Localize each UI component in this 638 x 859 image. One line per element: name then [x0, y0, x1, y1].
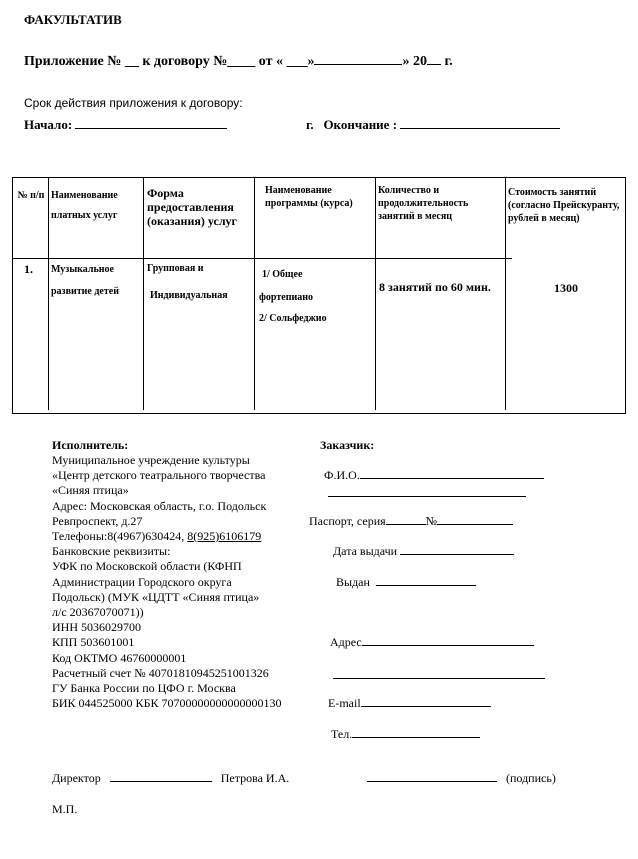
customer-signature-line [367, 771, 556, 786]
executor-line: «Синяя птица» [52, 483, 129, 498]
header-program: Наименование программы (курса) [265, 185, 353, 209]
table-bottom-border [12, 413, 626, 414]
customer-issue-date [333, 544, 514, 559]
passport-series-blank [386, 524, 426, 525]
appendix-line [24, 54, 453, 70]
customer-signature-blank [367, 781, 497, 782]
executor-line: л/с 20367070071)) [52, 605, 144, 620]
issued-by-label: Выдан [336, 575, 370, 589]
start-date-blank [75, 128, 227, 129]
passport-number-blank [437, 524, 513, 525]
header-quantity: Количество и продолжительность занятий в месяц [378, 185, 469, 222]
fio-second-blank [328, 496, 526, 497]
customer-phone-label: Тел. [331, 727, 353, 741]
executor-line: ГУ Банка России по ЦФО г. Москва [52, 681, 236, 696]
customer-address [330, 635, 534, 650]
customer-email [328, 696, 491, 711]
year-blank [427, 64, 441, 65]
executor-line: БИК 044525000 КБК 70700000000000000130 [52, 696, 282, 711]
header-num: № п/п [17, 190, 45, 201]
table-col-line-5 [505, 177, 506, 410]
phone-separator: , [181, 529, 188, 544]
table-col-line-0 [12, 177, 13, 414]
executor-line: Муниципальное учреждение культуры [52, 453, 250, 467]
executor-line: Адрес: Московская область, г.о. Подольск [52, 498, 267, 513]
fio-label: Ф.И.О. [324, 468, 360, 482]
customer-passport [309, 514, 513, 529]
appendix-text-a: Приложение № __ к договору №____ от « ___» [24, 54, 315, 69]
address-label: Адрес [330, 635, 362, 649]
passport-no-label: № [425, 514, 438, 528]
executor-line: Расчетный счет № 40701810945251001326 [52, 665, 269, 680]
header-cost: Стоимость занятий (согласно Прейскуранту, рублей в месяц) [508, 187, 620, 224]
email-label: E-mail [328, 696, 361, 710]
executor-line: Подольск) (МУК «ЦДТТ «Синяя птица» [52, 589, 260, 604]
fio-blank [360, 478, 544, 479]
table-col-line-6 [625, 177, 626, 414]
executor-line: Ревпроспект, д.27 [52, 513, 143, 528]
table-top-border [12, 177, 626, 178]
row-cost: 1300 [554, 281, 578, 295]
end-date-blank [400, 128, 560, 129]
row-service-line2: развитие детей [51, 286, 119, 297]
executor-line: Банковские реквизиты: [52, 544, 171, 559]
address-blank [362, 645, 534, 646]
director-name: Петрова И.А. [220, 771, 290, 785]
executor-line: ИНН 5036029700 [52, 620, 141, 635]
address-second-blank [333, 678, 545, 679]
start-label: Начало: [24, 117, 73, 132]
email-blank [361, 706, 491, 707]
customer-phone-blank [352, 737, 480, 738]
row-program-line2: фортепиано [259, 292, 313, 303]
director-signature-blank [110, 781, 212, 782]
issued-by-blank [376, 585, 476, 586]
customer-fio [324, 468, 544, 483]
phone-1: 8(4967)630424 [107, 529, 182, 544]
document-title: ФАКУЛЬТАТИВ [24, 12, 122, 27]
header-form: Форма предоставления (оказания) услуг [147, 186, 238, 228]
customer-heading: Заказчик: [320, 438, 375, 452]
executor-line: КПП 503601001 [52, 635, 135, 650]
customer-issued-by [336, 575, 476, 590]
executor-line: УФК по Московской области (КФНП [52, 559, 242, 574]
table-col-line-3 [254, 177, 255, 410]
row-program-line1: 1/ Общее [262, 269, 303, 280]
appendix-text-b: » 20 [402, 54, 427, 69]
executor-details [52, 453, 281, 711]
director-label: Директор [52, 771, 101, 785]
executor-line: «Центр детского театрального творчества [52, 468, 266, 483]
appendix-text-c: г. [440, 54, 453, 69]
table-col-line-4 [375, 177, 376, 410]
row-form-line2: Индивидуальная [150, 290, 228, 301]
table-col-line-1 [48, 177, 49, 410]
customer-phone [331, 727, 480, 742]
year-marker: г. [306, 117, 314, 132]
table-header-divider [12, 258, 512, 259]
row-program-line3: 2/ Сольфеджио [259, 313, 327, 324]
start-field [24, 117, 227, 133]
phones-label: Телефоны: [52, 529, 108, 544]
executor-line: Администрации Городского округа [52, 574, 232, 589]
day-month-blank [314, 64, 402, 65]
end-label: Окончание : [323, 117, 398, 132]
director-signature-line [52, 771, 289, 786]
issue-date-blank [400, 554, 514, 555]
row-service-line1: Музыкальное [51, 264, 114, 275]
executor-line: Код ОКТМО 46760000001 [52, 650, 187, 665]
row-num: 1. [24, 262, 33, 276]
end-field [306, 117, 560, 133]
executor-heading: Исполнитель: [52, 438, 129, 452]
table-col-line-2 [143, 177, 144, 410]
executor-phones [52, 529, 281, 544]
signature-hint: (подпись) [506, 771, 556, 785]
issue-date-label: Дата выдачи [333, 544, 398, 558]
header-service: Наименование платных услуг [51, 190, 118, 221]
phone-2: 8(925)6106179 [187, 529, 262, 544]
validity-label: Срок действия приложения к договору: [24, 96, 243, 110]
row-quantity: 8 занятий по 60 мин. [379, 280, 491, 294]
passport-label: Паспорт, серия [309, 514, 386, 528]
row-form-line1: Групповая и [147, 263, 204, 274]
stamp-label: М.П. [52, 802, 78, 816]
